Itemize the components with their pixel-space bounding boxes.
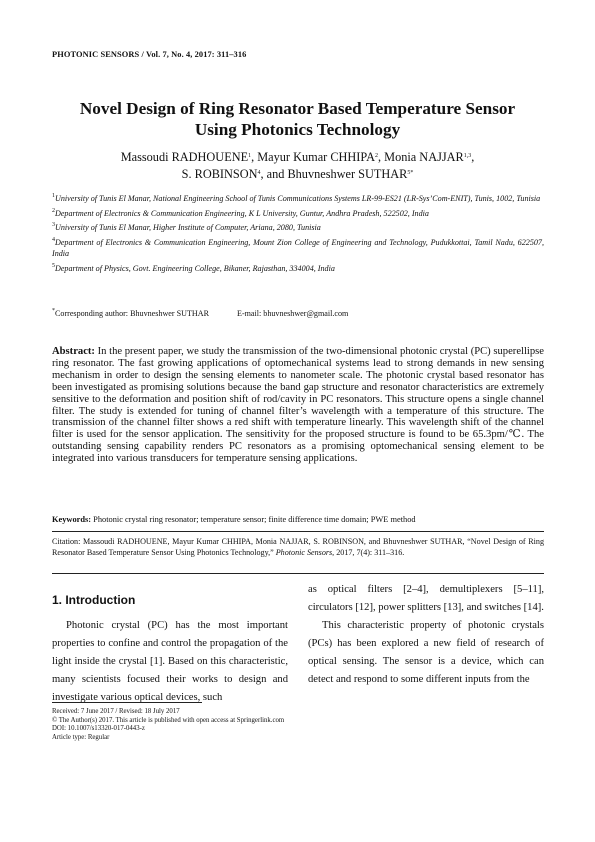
affiliation-text: Department of Electronics & Communication Engineering, Mount Zion College of Engineering and Technology, Pudukkottai, Tamil Nadu, 622507, India <box>52 237 544 259</box>
affiliation-sup: 2 <box>52 207 55 214</box>
affiliation-text: University of Tunis El Manar, Higher Institute of Computer, Ariana, 2080, Tunisia <box>55 223 321 233</box>
paragraph: as optical filters [2–4], demultiplexers [5–11], circulators [12], power splitters [13], and switches [14]. <box>308 584 544 613</box>
keywords-label: Keywords: <box>52 515 92 524</box>
footnote-received: Received: 7 June 2017 / Revised: 18 July 2017 <box>52 708 180 715</box>
divider <box>52 531 544 532</box>
paper-title <box>40 98 555 140</box>
keywords <box>52 514 544 525</box>
title-line-1: Novel Design of Ring Resonator Based Temperature Sensor <box>79 99 516 118</box>
authors-line-2 <box>40 166 555 183</box>
affiliation-sup: 3 <box>52 222 55 229</box>
affiliation-1 <box>52 193 544 205</box>
authors-line-1 <box>40 149 555 166</box>
footnote-article-type: Article type: Regular <box>52 733 110 741</box>
affiliation-2 <box>52 208 544 220</box>
affiliation-3 <box>52 222 544 234</box>
author-sup: 5* <box>407 170 414 176</box>
corresponding-sup: * <box>52 308 55 314</box>
author-sup: 2 <box>374 153 378 159</box>
author-separator: , <box>471 150 475 164</box>
title-line-2: Using Photonics Technology <box>194 120 401 139</box>
footnote-copyright: © The Author(s) 2017. This article is published with open access at Springerlink.com <box>52 716 285 724</box>
divider <box>52 573 544 574</box>
abstract-label: Abstract: <box>52 346 95 357</box>
right-column <box>308 581 544 689</box>
citation <box>52 536 544 558</box>
affiliation-4 <box>52 237 544 260</box>
author-name: Massoudi RADHOUENE <box>120 150 249 164</box>
author-sup: 1 <box>248 153 252 159</box>
author-name: S. ROBINSON <box>181 167 258 181</box>
corresponding-author <box>52 308 544 319</box>
corresponding-name: Corresponding author: Bhuvneshwer SUTHAR <box>55 309 209 318</box>
affiliation-5 <box>52 263 544 275</box>
authors <box>40 149 555 183</box>
affiliations <box>52 193 544 275</box>
footnote-rule <box>52 702 202 703</box>
keywords-text: Photonic crystal ring resonator; temperature sensor; finite difference time domain; PWE method <box>91 515 416 524</box>
affiliation-text: Department of Electronics & Communication Engineering, K L University, Guntur, Andhra Pradesh, 522502, India <box>55 208 429 218</box>
affiliation-sup: 1 <box>52 193 55 199</box>
footnotes <box>52 708 284 742</box>
affiliation-text: Department of Physics, Govt. Engineering College, Bikaner, Rajasthan, 334004, India <box>55 263 335 273</box>
citation-text: Citation: Massoudi RADHOUENE, Mayur Kumar CHHIPA, Monia NAJJAR, S. ROBINSON, and Bhuvneshwer SUTHAR, “Novel Design of Ring Resonator Based Temperature Sensor Using Photonics Technology,” <box>52 537 544 557</box>
citation-journal: Photonic Sensors <box>275 548 333 557</box>
journal-header: PHOTONIC SENSORS / Vol. 7, No. 4, 2017: 311–316 <box>52 50 247 59</box>
affiliation-text: University of Tunis El Manar, National Engineering School of Tunis Communications Systems LR-99-ES21 (LR-Sys’Com-ENIT), Tunis, 1002, Tunisia <box>55 194 541 203</box>
left-column <box>52 617 288 707</box>
section-heading: 1. Introduction <box>52 593 136 607</box>
author-sup: 1,3 <box>463 153 472 159</box>
paragraph: Photonic crystal (PC) has the most important properties to confine and control the propagation of the light inside the crystal [1]. Based on this characteristic, many scientists focused their works to design and investigate various optical devices, such <box>52 620 288 703</box>
citation-suffix: , 2017, 7(4): 311–316. <box>332 548 405 557</box>
author-name: , and Bhuvneshwer SUTHAR <box>260 167 408 181</box>
corresponding-email[interactable]: E-mail: bhuvneshwer@gmail.com <box>237 309 349 318</box>
author-name: , Mayur Kumar CHHIPA <box>251 150 375 164</box>
abstract <box>52 346 544 465</box>
affiliation-sup: 4 <box>52 236 55 243</box>
affiliation-sup: 5 <box>52 262 55 269</box>
author-sup: 4 <box>257 170 261 176</box>
author-name: , Monia NAJJAR <box>377 150 464 164</box>
paragraph: This characteristic property of photonic crystals (PCs) has been explored a new field of research of optical sensing. The sensor is a device, which can detect and respond to some different inputs from the <box>308 620 544 685</box>
abstract-text: In the present paper, we study the transmission of the two-dimensional photonic crystal (PC) superellipse ring resonator. The fast growing applications of optomechanical systems lead to strong demands in new sensing mechanism in order to design the sensing elements to nanometer scale. The photonic crystal based resonator has been investigated as promising solutions because the band gap structure and resonator characteristics are extremely sensitive to the deformation and position shift of rod/cavity in PC resonators. This structure opens a single channel filter. The study is extended for tuning of channel filter’s wavelength with a temperature of this structure. The transmission of the channel filter shows a red shift with temperature linearly. This wavelength shift of the channel filter is used for the sensor application. The sensitivity for the proposed structure is found to be 65.3pm/℃. The outstanding sensing capability renders PC resonators as a promising optomechanical sensing element to be integrated into various transducers for temperature sensing applications. <box>52 346 544 465</box>
footnote-doi[interactable]: DOI: 10.1007/s13320-017-0443-z <box>52 725 145 732</box>
